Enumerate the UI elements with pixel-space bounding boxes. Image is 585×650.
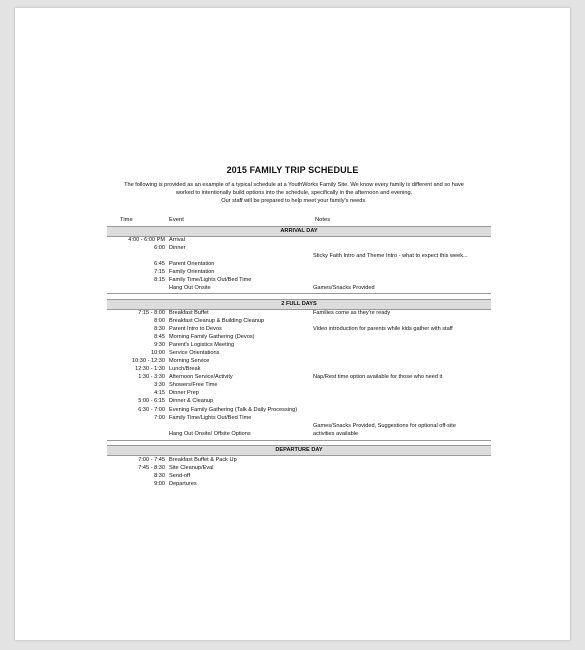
schedule-event: Dinner bbox=[169, 245, 186, 251]
schedule-time: 7:15 - 8:00 bbox=[138, 310, 165, 316]
schedule-time: 10:00 bbox=[151, 350, 165, 356]
schedule-event: Parent Orientation bbox=[169, 261, 215, 267]
intro-line: The following is provided as an example of a typical schedule at a YouthWorks Family Site. We know every family is different and so have bbox=[124, 182, 464, 188]
schedule-event: Family Time/Lights Out/Bed Time bbox=[169, 277, 252, 283]
schedule-event: Send-off bbox=[169, 473, 191, 479]
schedule-event: Family Time/Lights Out/Bed Time bbox=[169, 415, 252, 421]
schedule-note: Video introduction for parents while kids gather with staff bbox=[313, 326, 453, 332]
schedule-time: 6:00 bbox=[154, 245, 165, 251]
section-heading-full-days: 2 FULL DAYS bbox=[107, 299, 491, 310]
schedule-event: Arrival bbox=[169, 237, 185, 243]
schedule-time: 4:15 bbox=[154, 390, 165, 396]
schedule-time: 3:30 bbox=[154, 382, 165, 388]
schedule-event: Hang Out Onsite/ Offsite Options bbox=[169, 431, 251, 437]
schedule-event: Parent Intro to Devos bbox=[169, 326, 222, 332]
schedule-event: Morning Service bbox=[169, 358, 210, 364]
schedule-event: Departures bbox=[169, 481, 197, 487]
column-header-notes: Notes bbox=[315, 217, 331, 223]
schedule-event: Morning Family Gathering (Devos) bbox=[169, 334, 255, 340]
schedule-event: Afternoon Service/Activity bbox=[169, 374, 233, 380]
schedule-event: Dinner & Cleanup bbox=[169, 398, 214, 404]
schedule-event: Breakfast Buffet & Pack Up bbox=[169, 457, 237, 463]
schedule-note: Families come as they're ready bbox=[313, 310, 391, 316]
column-header-time: Time bbox=[120, 217, 133, 223]
section-heading-arrival-day: ARRIVAL DAY bbox=[107, 226, 491, 237]
schedule-note: Games/Snacks Provided, Suggestions for optional off-site activities available bbox=[313, 423, 456, 437]
schedule-note: Nap/Rest time option available for those who need it bbox=[313, 374, 443, 380]
schedule-time: 6:30 - 7:00 bbox=[138, 407, 165, 413]
intro-line: worked to intentionally build options into the schedule, specifically in the afternoon and evening. bbox=[175, 190, 413, 196]
schedule-event: Dinner Prep bbox=[169, 390, 199, 396]
schedule-event: Evening Family Gathering (Talk & Daily Processing) bbox=[169, 407, 298, 413]
schedule-time: 7:00 - 7:45 bbox=[138, 457, 165, 463]
schedule-time: 9:00 bbox=[154, 481, 165, 487]
schedule-event: Showers/Free Time bbox=[169, 382, 218, 388]
schedule-time: 12:30 - 1:30 bbox=[135, 366, 165, 372]
schedule-time: 7:45 - 8:30 bbox=[138, 465, 165, 471]
schedule-time: 8:45 bbox=[154, 334, 165, 340]
schedule-note: Games/Snacks Provided bbox=[313, 285, 375, 291]
schedule-event: Parent's Logistics Meeting bbox=[169, 342, 235, 348]
schedule-time: 7:00 bbox=[154, 415, 165, 421]
schedule-time: 7:15 bbox=[154, 269, 165, 275]
column-header-event: Event bbox=[169, 217, 184, 223]
document-page bbox=[15, 8, 570, 640]
schedule-time: 4:00 - 6:00 PM bbox=[128, 237, 165, 243]
schedule-time: 5:00 - 6:15 bbox=[138, 398, 165, 404]
schedule-event: Service Orientations bbox=[169, 350, 220, 356]
schedule-event: Family Orientation bbox=[169, 269, 215, 275]
intro-line: Our staff will be prepared to help meet your family's needs. bbox=[221, 198, 367, 204]
schedule-time: 8:30 bbox=[154, 473, 165, 479]
schedule-event: Breakfast Buffet bbox=[169, 310, 209, 316]
schedule-event: Hang Out Onsite bbox=[169, 285, 211, 291]
document-title: 2015 FAMILY TRIP SCHEDULE bbox=[226, 165, 359, 175]
schedule-time: 8:30 bbox=[154, 326, 165, 332]
schedule-note: Sticky Faith Intro and Theme Intro - what to expect this week... bbox=[313, 253, 468, 259]
schedule-event: Site Cleanup/Eval bbox=[169, 465, 214, 471]
schedule-time: 10:30 - 12:30 bbox=[132, 358, 165, 364]
schedule-time: 8:15 bbox=[154, 277, 165, 283]
divider bbox=[107, 440, 491, 441]
schedule-time: 6:45 bbox=[154, 261, 165, 267]
schedule-time: 8:00 bbox=[154, 318, 165, 324]
intro-paragraph bbox=[100, 181, 488, 205]
schedule-time: 1:30 - 3:30 bbox=[138, 374, 165, 380]
schedule-event: Breakfast Cleanup & Building Cleanup bbox=[169, 318, 265, 324]
schedule-event: Lunch/Break bbox=[169, 366, 201, 372]
divider bbox=[107, 293, 491, 294]
section-heading-departure-day: DEPARTURE DAY bbox=[107, 445, 491, 456]
schedule-time: 9:30 bbox=[154, 342, 165, 348]
